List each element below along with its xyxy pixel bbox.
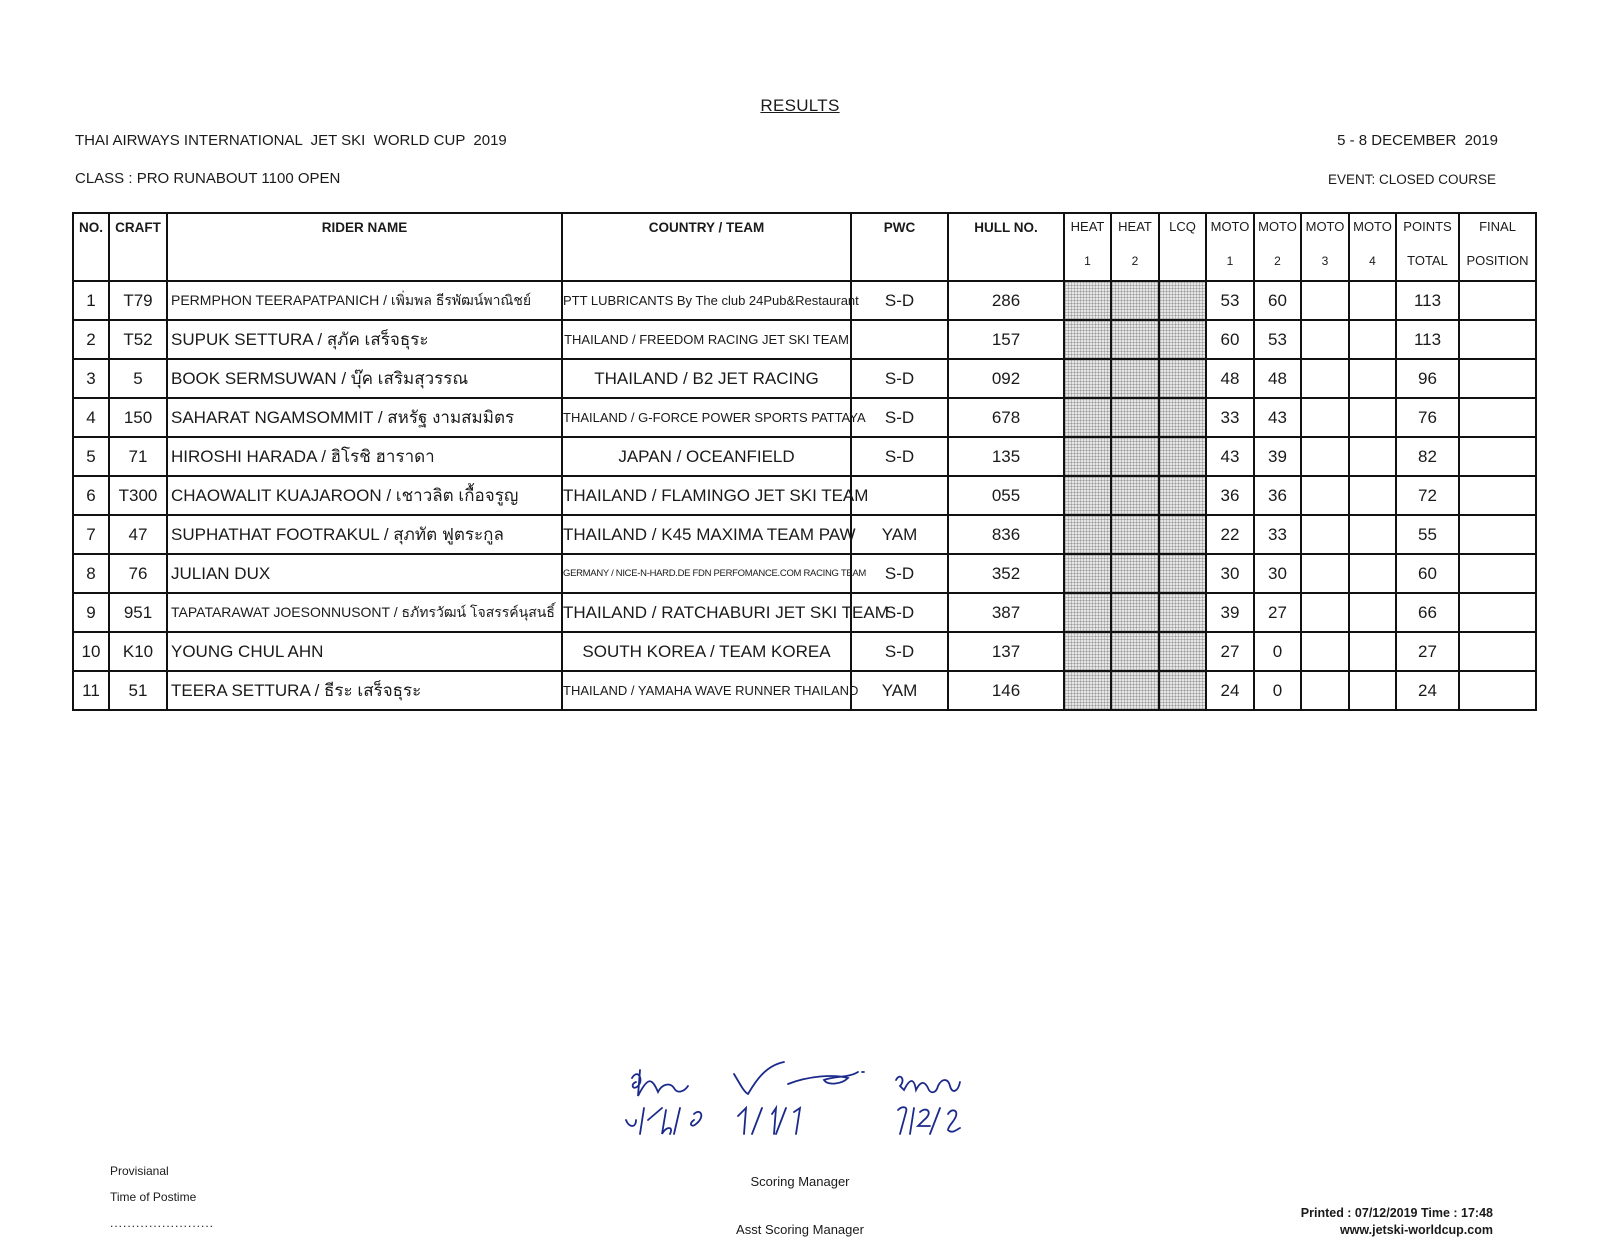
row-craft: T52 <box>109 320 167 359</box>
row-craft: 951 <box>109 593 167 632</box>
signature-2 <box>730 1060 880 1150</box>
row-no: 2 <box>73 320 109 359</box>
col-no: NO. <box>73 213 109 281</box>
row-moto-3 <box>1301 359 1349 398</box>
row-heat-2 <box>1111 359 1159 398</box>
row-moto-4 <box>1349 359 1396 398</box>
row-points-total: 66 <box>1396 593 1459 632</box>
row-no: 8 <box>73 554 109 593</box>
row-rider-name: CHAOWALIT KUAJAROON / เชาวลิต เกื้อจรูญ <box>167 476 562 515</box>
col-final-position: FINAL POSITION <box>1459 213 1536 281</box>
row-lcq <box>1159 554 1206 593</box>
row-moto-3 <box>1301 632 1349 671</box>
row-rider-name: TAPATARAWAT JOESONNUSONT / ธภัทรวัฒน์ โจสรรค์นุสนธิ์ <box>167 593 562 632</box>
row-country-team: THAILAND / FLAMINGO JET SKI TEAM <box>562 476 851 515</box>
row-moto-2: 30 <box>1254 554 1301 593</box>
row-final-position <box>1459 437 1536 476</box>
row-craft: 5 <box>109 359 167 398</box>
row-hull-no: 092 <box>948 359 1064 398</box>
row-points-total: 113 <box>1396 320 1459 359</box>
row-moto-3 <box>1301 476 1349 515</box>
table-row <box>73 437 1536 476</box>
row-moto-1: 48 <box>1206 359 1254 398</box>
row-lcq <box>1159 476 1206 515</box>
row-hull-no: 146 <box>948 671 1064 710</box>
row-heat-2 <box>1111 320 1159 359</box>
row-moto-2: 36 <box>1254 476 1301 515</box>
signature-1 <box>620 1060 715 1150</box>
row-moto-4 <box>1349 554 1396 593</box>
row-heat-2 <box>1111 476 1159 515</box>
row-heat-1 <box>1064 593 1111 632</box>
row-heat-2 <box>1111 515 1159 554</box>
row-heat-1 <box>1064 476 1111 515</box>
row-moto-3 <box>1301 554 1349 593</box>
row-moto-1: 53 <box>1206 281 1254 320</box>
row-lcq <box>1159 398 1206 437</box>
row-pwc <box>851 320 948 359</box>
row-points-total: 113 <box>1396 281 1459 320</box>
row-pwc: S-D <box>851 554 948 593</box>
col-moto-3: MOTO 3 <box>1301 213 1349 281</box>
row-lcq <box>1159 593 1206 632</box>
row-points-total: 60 <box>1396 554 1459 593</box>
row-heat-1 <box>1064 359 1111 398</box>
row-points-total: 82 <box>1396 437 1459 476</box>
event-dates: 5 - 8 DECEMBER 2019 <box>1337 132 1498 149</box>
table-row <box>73 593 1536 632</box>
row-moto-2: 0 <box>1254 671 1301 710</box>
row-hull-no: 157 <box>948 320 1064 359</box>
row-final-position <box>1459 515 1536 554</box>
col-heat-1: HEAT 1 <box>1064 213 1111 281</box>
row-rider-name: SUPHATHAT FOOTRAKUL / สุภทัต ฟูตระกูล <box>167 515 562 554</box>
signature-3 <box>890 1060 990 1150</box>
row-heat-1 <box>1064 281 1111 320</box>
row-heat-1 <box>1064 437 1111 476</box>
row-lcq <box>1159 632 1206 671</box>
row-craft: 150 <box>109 398 167 437</box>
row-moto-3 <box>1301 320 1349 359</box>
table-row <box>73 515 1536 554</box>
table-row <box>73 632 1536 671</box>
row-no: 9 <box>73 593 109 632</box>
row-pwc: S-D <box>851 359 948 398</box>
row-craft: T300 <box>109 476 167 515</box>
row-craft: 76 <box>109 554 167 593</box>
row-pwc: S-D <box>851 281 948 320</box>
row-hull-no: 137 <box>948 632 1064 671</box>
row-moto-2: 48 <box>1254 359 1301 398</box>
row-no: 7 <box>73 515 109 554</box>
row-rider-name: YOUNG CHUL AHN <box>167 632 562 671</box>
row-moto-4 <box>1349 515 1396 554</box>
row-rider-name: SUPUK SETTURA / สุภัค เสร็จธุระ <box>167 320 562 359</box>
row-lcq <box>1159 320 1206 359</box>
row-country-team: THAILAND / B2 JET RACING <box>562 359 851 398</box>
row-heat-1 <box>1064 320 1111 359</box>
row-moto-3 <box>1301 398 1349 437</box>
row-moto-1: 39 <box>1206 593 1254 632</box>
row-hull-no: 135 <box>948 437 1064 476</box>
col-lcq: LCQ <box>1159 213 1206 281</box>
row-pwc: YAM <box>851 515 948 554</box>
row-points-total: 76 <box>1396 398 1459 437</box>
row-lcq <box>1159 281 1206 320</box>
row-lcq <box>1159 671 1206 710</box>
asst-scoring-manager-label: Asst Scoring Manager <box>736 1222 864 1237</box>
col-pwc: PWC <box>851 213 948 281</box>
row-moto-1: 30 <box>1206 554 1254 593</box>
row-moto-4 <box>1349 476 1396 515</box>
col-moto-1: MOTO 1 <box>1206 213 1254 281</box>
row-heat-2 <box>1111 554 1159 593</box>
row-moto-1: 60 <box>1206 320 1254 359</box>
row-final-position <box>1459 671 1536 710</box>
row-rider-name: JULIAN DUX <box>167 554 562 593</box>
row-craft: 71 <box>109 437 167 476</box>
row-moto-2: 33 <box>1254 515 1301 554</box>
col-points-total: POINTS TOTAL <box>1396 213 1459 281</box>
row-heat-2 <box>1111 593 1159 632</box>
col-rider-name: RIDER NAME <box>167 213 562 281</box>
row-heat-1 <box>1064 632 1111 671</box>
row-moto-4 <box>1349 320 1396 359</box>
row-rider-name: HIROSHI HARADA / ฮิโรชิ ฮาราดา <box>167 437 562 476</box>
row-moto-2: 43 <box>1254 398 1301 437</box>
row-final-position <box>1459 320 1536 359</box>
row-moto-2: 60 <box>1254 281 1301 320</box>
row-points-total: 27 <box>1396 632 1459 671</box>
row-moto-1: 36 <box>1206 476 1254 515</box>
row-heat-2 <box>1111 398 1159 437</box>
row-moto-4 <box>1349 398 1396 437</box>
table-row <box>73 554 1536 593</box>
table-row <box>73 476 1536 515</box>
row-moto-2: 0 <box>1254 632 1301 671</box>
scoring-manager-label: Scoring Manager <box>750 1174 850 1189</box>
row-craft: T79 <box>109 281 167 320</box>
row-country-team: GERMANY / NICE-N-HARD.DE FDN PERFOMANCE.COM RACING TEAM <box>562 554 851 593</box>
row-heat-1 <box>1064 515 1111 554</box>
row-points-total: 96 <box>1396 359 1459 398</box>
row-pwc: S-D <box>851 398 948 437</box>
row-hull-no: 352 <box>948 554 1064 593</box>
time-of-posting-blank: ........................ <box>110 1216 215 1230</box>
row-heat-2 <box>1111 281 1159 320</box>
table-row <box>73 320 1536 359</box>
row-no: 10 <box>73 632 109 671</box>
row-craft: K10 <box>109 632 167 671</box>
results-table <box>72 212 1537 711</box>
row-no: 11 <box>73 671 109 710</box>
row-heat-1 <box>1064 398 1111 437</box>
col-country-team: COUNTRY / TEAM <box>562 213 851 281</box>
row-moto-4 <box>1349 593 1396 632</box>
print-info <box>1301 1205 1493 1239</box>
row-heat-2 <box>1111 632 1159 671</box>
event-type: EVENT: CLOSED COURSE <box>1327 172 1496 187</box>
row-country-team: JAPAN / OCEANFIELD <box>562 437 851 476</box>
row-country-team: THAILAND / RATCHABURI JET SKI TEAM <box>562 593 851 632</box>
row-points-total: 24 <box>1396 671 1459 710</box>
row-rider-name: TEERA SETTURA / ธีระ เสร็จธุระ <box>167 671 562 710</box>
row-pwc: S-D <box>851 437 948 476</box>
table-row <box>73 281 1536 320</box>
row-hull-no: 678 <box>948 398 1064 437</box>
row-no: 1 <box>73 281 109 320</box>
row-lcq <box>1159 437 1206 476</box>
table-row <box>73 671 1536 710</box>
row-no: 3 <box>73 359 109 398</box>
row-country-team: SOUTH KOREA / TEAM KOREA <box>562 632 851 671</box>
row-final-position <box>1459 476 1536 515</box>
row-points-total: 55 <box>1396 515 1459 554</box>
row-heat-2 <box>1111 437 1159 476</box>
event-name: THAI AIRWAYS INTERNATIONAL JET SKI WORLD CUP 2019 <box>75 132 507 149</box>
row-moto-3 <box>1301 515 1349 554</box>
row-moto-1: 33 <box>1206 398 1254 437</box>
row-moto-1: 24 <box>1206 671 1254 710</box>
row-craft: 51 <box>109 671 167 710</box>
col-moto-4: MOTO 4 <box>1349 213 1396 281</box>
row-final-position <box>1459 398 1536 437</box>
col-craft: CRAFT <box>109 213 167 281</box>
row-no: 5 <box>73 437 109 476</box>
row-moto-1: 27 <box>1206 632 1254 671</box>
row-country-team: THAILAND / YAMAHA WAVE RUNNER THAILAND <box>562 671 851 710</box>
row-moto-3 <box>1301 593 1349 632</box>
row-final-position <box>1459 593 1536 632</box>
row-heat-1 <box>1064 554 1111 593</box>
row-hull-no: 286 <box>948 281 1064 320</box>
row-moto-3 <box>1301 437 1349 476</box>
table-row <box>73 359 1536 398</box>
row-rider-name: PERMPHON TEERAPATPANICH / เพิ่มพล ธีรพัฒน์พาณิชย์ <box>167 281 562 320</box>
row-moto-4 <box>1349 281 1396 320</box>
page-title: RESULTS <box>760 96 840 115</box>
row-final-position <box>1459 632 1536 671</box>
website-link: www.jetski-worldcup.com <box>1339 1223 1493 1237</box>
row-moto-2: 39 <box>1254 437 1301 476</box>
row-country-team: PTT LUBRICANTS By The club 24Pub&Restaurant <box>562 281 851 320</box>
provisional-label: Provisianal <box>110 1164 169 1178</box>
row-hull-no: 387 <box>948 593 1064 632</box>
row-final-position <box>1459 554 1536 593</box>
row-country-team: THAILAND / FREEDOM RACING JET SKI TEAM <box>562 320 851 359</box>
row-no: 4 <box>73 398 109 437</box>
col-hull-no: HULL NO. <box>948 213 1064 281</box>
row-hull-no: 836 <box>948 515 1064 554</box>
printed-timestamp: Printed : 07/12/2019 Time : 17:48 <box>1300 1206 1493 1220</box>
row-country-team: THAILAND / K45 MAXIMA TEAM PAW <box>562 515 851 554</box>
row-moto-2: 53 <box>1254 320 1301 359</box>
col-moto-2: MOTO 2 <box>1254 213 1301 281</box>
table-header-row <box>73 213 1536 281</box>
row-points-total: 72 <box>1396 476 1459 515</box>
row-final-position <box>1459 281 1536 320</box>
row-country-team: THAILAND / G-FORCE POWER SPORTS PATTAYA <box>562 398 851 437</box>
row-pwc: S-D <box>851 593 948 632</box>
row-moto-3 <box>1301 281 1349 320</box>
row-rider-name: BOOK SERMSUWAN / บุ๊ค เสริมสุวรรณ <box>167 359 562 398</box>
row-moto-1: 43 <box>1206 437 1254 476</box>
time-of-posting-label: Time of Postime <box>110 1190 197 1204</box>
row-no: 6 <box>73 476 109 515</box>
row-final-position <box>1459 359 1536 398</box>
row-rider-name: SAHARAT NGAMSOMMIT / สหรัฐ งามสมมิตร <box>167 398 562 437</box>
row-lcq <box>1159 359 1206 398</box>
row-moto-4 <box>1349 671 1396 710</box>
row-moto-4 <box>1349 437 1396 476</box>
row-moto-3 <box>1301 671 1349 710</box>
row-moto-1: 22 <box>1206 515 1254 554</box>
row-moto-2: 27 <box>1254 593 1301 632</box>
row-lcq <box>1159 515 1206 554</box>
col-heat-2: HEAT 2 <box>1111 213 1159 281</box>
row-pwc: S-D <box>851 632 948 671</box>
row-heat-2 <box>1111 671 1159 710</box>
race-class: CLASS : PRO RUNABOUT 1100 OPEN <box>75 170 341 187</box>
row-pwc: YAM <box>851 671 948 710</box>
row-heat-1 <box>1064 671 1111 710</box>
table-row <box>73 398 1536 437</box>
row-craft: 47 <box>109 515 167 554</box>
row-hull-no: 055 <box>948 476 1064 515</box>
row-moto-4 <box>1349 632 1396 671</box>
